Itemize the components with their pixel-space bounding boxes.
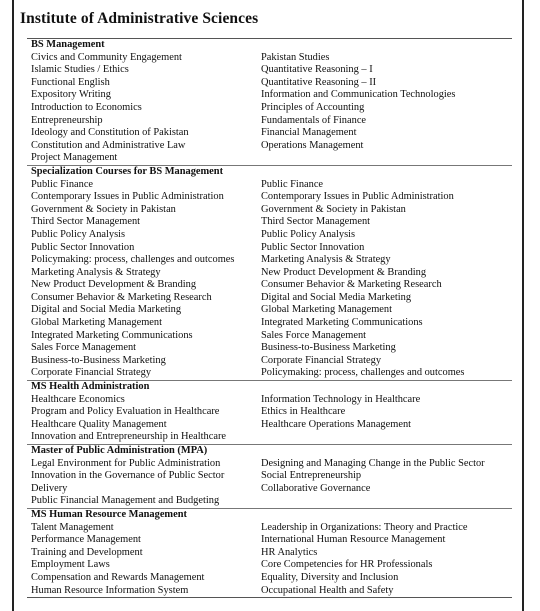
course-name-left: Innovation and Entrepreneurship in Healthcare [31, 431, 227, 443]
course-name-right: Consumer Behavior & Marketing Research [261, 279, 442, 291]
course-name-right: Corporate Financial Strategy [261, 354, 382, 366]
course-name-right: Third Sector Management [261, 216, 371, 228]
course-name-right: Business-to-Business Marketing [261, 342, 396, 354]
course-row [27, 342, 512, 355]
course-name-left: Integrated Marketing Communications [31, 329, 193, 341]
course-name-left: Public Financial Management and Budgeting [31, 495, 220, 507]
course-name-right: Healthcare Operations Management [261, 418, 412, 430]
course-name-left: Talent Management [31, 521, 114, 533]
course-name-right: International Human Resource Management [261, 534, 446, 546]
course-row [27, 585, 512, 598]
course-name-right: Quantitative Reasoning – I [261, 64, 373, 76]
section-heading: BS Management [31, 39, 105, 50]
course-name-right: Social Entrepreneurship [261, 470, 362, 482]
course-name-left: Public Sector Innovation [31, 241, 135, 253]
course-row [27, 267, 512, 280]
course-name-left: Contemporary Issues in Public Administration [31, 191, 224, 203]
course-row [27, 304, 512, 317]
course-row [27, 458, 512, 471]
course-name-right: Information and Communication Technologies [261, 89, 456, 101]
course-name-left: Delivery [31, 482, 68, 494]
course-row [27, 559, 512, 572]
course-name-left: Entrepreneurship [31, 114, 103, 126]
course-name-left: Ideology and Constitution of Pakistan [31, 127, 189, 139]
course-name-right [261, 431, 512, 444]
course-name-right: Pakistan Studies [261, 51, 330, 63]
course-name-left: Employment Laws [31, 559, 110, 571]
section-heading: Master of Public Administration (MPA) [31, 445, 208, 456]
course-name-left: Consumer Behavior & Marketing Research [31, 291, 212, 303]
course-name-left: Healthcare Economics [31, 393, 125, 405]
course-name-right: Core Competencies for HR Professionals [261, 559, 433, 571]
course-row [27, 572, 512, 585]
course-name-left: Marketing Analysis & Strategy [31, 266, 161, 278]
course-name-right: Occupational Health and Safety [261, 584, 394, 596]
course-name-left: Constitution and Administrative Law [31, 139, 186, 151]
course-name-right: Equality, Diversity and Inclusion [261, 571, 399, 583]
course-name-left: Public Policy Analysis [31, 228, 126, 240]
program-section [27, 39, 512, 165]
course-name-right: Designing and Managing Change in the Public Sector [261, 457, 485, 469]
course-row [27, 355, 512, 368]
course-name-right: Global Marketing Management [261, 304, 392, 316]
course-name-right: Public Finance [261, 178, 324, 190]
course-row [27, 127, 512, 140]
course-name-left: Islamic Studies / Ethics [31, 64, 129, 76]
course-row [27, 216, 512, 229]
course-row [27, 229, 512, 242]
course-name-right: Public Policy Analysis [261, 228, 356, 240]
course-name-right: New Product Development & Branding [261, 266, 427, 278]
program-section [27, 508, 512, 597]
course-name-right: Principles of Accounting [261, 101, 365, 113]
course-name-left: Expository Writing [31, 89, 111, 101]
course-row [27, 317, 512, 330]
course-row [27, 102, 512, 115]
course-row [27, 470, 512, 483]
program-section [27, 165, 512, 380]
course-name-left: Training and Development [31, 546, 143, 558]
course-name-right: HR Analytics [261, 546, 318, 558]
course-row [27, 292, 512, 305]
course-name-right: Public Sector Innovation [261, 241, 365, 253]
course-name-right: Ethics in Healthcare [261, 406, 346, 418]
course-name-right [261, 495, 512, 508]
course-row [27, 64, 512, 77]
course-row [27, 89, 512, 102]
course-name-left: Human Resource Information System [31, 584, 189, 596]
course-name-left: Functional English [31, 76, 110, 88]
course-name-right: Marketing Analysis & Strategy [261, 254, 391, 266]
course-name-right [261, 152, 512, 165]
course-row [27, 394, 512, 407]
course-name-left: Project Management [31, 152, 118, 164]
course-name-left: Digital and Social Media Marketing [31, 304, 182, 316]
course-name-right: Quantitative Reasoning – II [261, 76, 377, 88]
course-name-left: Business-to-Business Marketing [31, 354, 166, 366]
course-name-left: Third Sector Management [31, 216, 141, 228]
course-row [27, 279, 512, 292]
program-section [27, 380, 512, 444]
course-row [27, 77, 512, 90]
course-name-left: Global Marketing Management [31, 317, 162, 329]
course-row [27, 495, 512, 508]
course-name-right: Contemporary Issues in Public Administration [261, 191, 454, 203]
course-name-right: Policymaking: process, challenges and outcomes [261, 367, 465, 379]
course-name-left: Healthcare Quality Management [31, 418, 167, 430]
course-name-right: Digital and Social Media Marketing [261, 291, 412, 303]
course-row [27, 204, 512, 217]
section-heading: MS Human Resource Management [31, 508, 187, 520]
course-row [27, 242, 512, 255]
course-row [27, 431, 512, 444]
course-row [27, 52, 512, 65]
course-name-left: Innovation in the Governance of Public Sector [31, 470, 225, 482]
program-section [27, 444, 512, 508]
course-row [27, 483, 512, 496]
course-name-left: Legal Environment for Public Administration [31, 457, 221, 469]
course-name-right: Integrated Marketing Communications [261, 317, 423, 329]
course-name-left: Compensation and Rewards Management [31, 571, 205, 583]
course-name-left: Government & Society in Pakistan [31, 203, 176, 215]
course-name-left: Program and Policy Evaluation in Healthcare [31, 406, 220, 418]
course-name-left: Civics and Community Engagement [31, 51, 182, 63]
course-name-left: Sales Force Management [31, 342, 137, 354]
section-heading: MS Health Administration [31, 381, 150, 393]
course-name-right: Financial Management [261, 127, 357, 139]
course-row [27, 191, 512, 204]
course-row [27, 330, 512, 343]
course-row [27, 115, 512, 128]
course-name-left: New Product Development & Branding [31, 279, 197, 291]
course-row [27, 547, 512, 560]
course-name-left: Corporate Financial Strategy [31, 367, 152, 379]
course-name-right: Leadership in Organizations: Theory and Practice [261, 521, 468, 533]
course-row [27, 406, 512, 419]
course-name-right: Operations Management [261, 139, 364, 151]
course-name-right: Collaborative Governance [261, 482, 371, 494]
course-name-right: Government & Society in Pakistan [261, 203, 406, 215]
course-row [27, 522, 512, 535]
course-name-left: Policymaking: process, challenges and outcomes [31, 254, 235, 266]
course-name-left: Performance Management [31, 534, 141, 546]
course-table [27, 38, 512, 598]
page-title: Institute of Administrative Sciences [20, 10, 259, 27]
course-name-right: Information Technology in Healthcare [261, 393, 421, 405]
course-name-left: Public Finance [31, 178, 94, 190]
course-row [27, 367, 512, 380]
course-row [27, 152, 512, 165]
course-row [27, 534, 512, 547]
course-row [27, 419, 512, 432]
course-name-right: Sales Force Management [261, 329, 367, 341]
course-row [27, 179, 512, 192]
section-heading: Specialization Courses for BS Management [31, 165, 224, 177]
course-row [27, 140, 512, 153]
course-row [27, 254, 512, 267]
course-name-right: Fundamentals of Finance [261, 114, 367, 126]
course-name-left: Introduction to Economics [31, 101, 142, 113]
